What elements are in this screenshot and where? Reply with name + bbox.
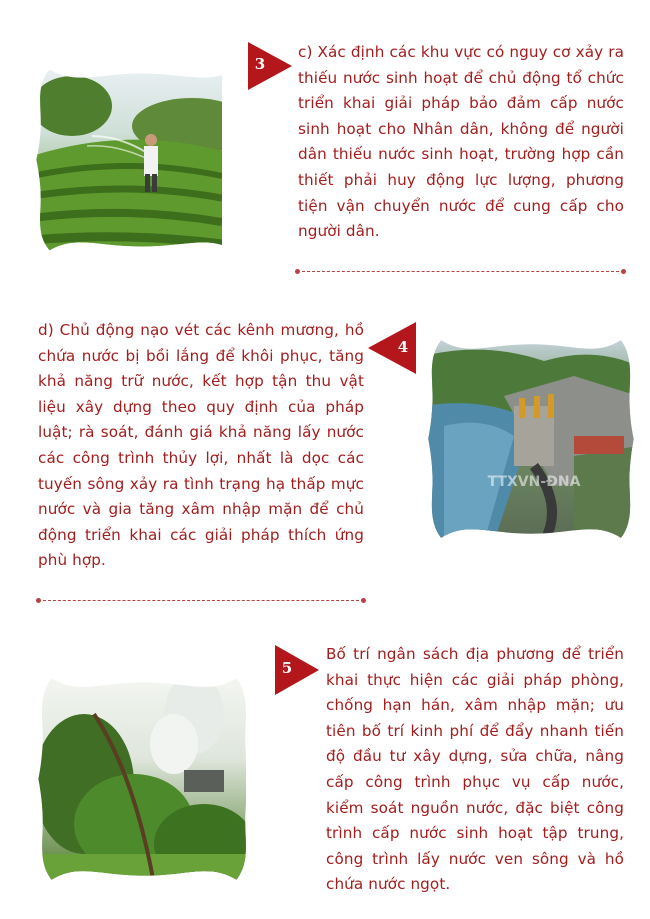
- item-5-text: Bố trí ngân sách địa phương để triển khai thực hiện các giải pháp phòng, chống hạn hán, xâm nhập mặn; ưu tiên bố trí kinh phí để đẩy nhanh tiến độ đầu tư xây dựng, sửa chữa, nâng cấp công trình phục vụ cấp nước, kiểm soát nguồn nước, đặc biệt công trình cấp nước sinh hoạt tập trung, công trình lấy nước ven sông và hồ chứa nước ngọt.: [326, 645, 624, 894]
- tea-field-photo: [32, 66, 222, 254]
- badge-5-number: 5: [281, 659, 293, 677]
- divider-2: [38, 600, 364, 601]
- orchard-sprinkler-photo: [34, 674, 246, 884]
- item-4: [0, 300, 650, 600]
- watermark-text: TTXVN-ĐNA: [487, 474, 581, 490]
- badge-3-number: 3: [254, 55, 266, 73]
- divider-dot: [295, 269, 300, 274]
- item-4-text: d) Chủ động nạo vét các kênh mương, hồ chứa nước bị bồi lắng để khôi phục, tăng khả năng trữ nước, kết hợp tận thu vật liệu xây dựng theo quy định của pháp luật; rà soát, đánh giá khả năng lấy nước các công trình thủy lợi, nhất là dọc các tuyến sông xảy ra tình trạng hạ thấp mực nước và gia tăng xâm nhập mặn để chủ động triển khai các giải pháp thích ứng phù hợp.: [38, 321, 364, 570]
- badge-4-number: 4: [397, 338, 409, 356]
- item-3: [0, 0, 650, 290]
- divider-dot: [36, 598, 41, 603]
- divider-1: [297, 271, 624, 272]
- hydropower-dam-photo: [424, 336, 638, 542]
- divider-dot: [621, 269, 626, 274]
- divider-dot: [361, 598, 366, 603]
- item-5: [0, 630, 650, 919]
- item-3-text: c) Xác định các khu vực có nguy cơ xảy ra thiếu nước sinh hoạt để chủ động tổ chức triển khai giải pháp bảo đảm cấp nước sinh hoạt cho Nhân dân, không để người dân thiếu nước sinh hoạt, trường hợp cần thiết phải huy động lực lượng, phương tiện vận chuyển nước để cung cấp cho người dân.: [298, 43, 624, 241]
